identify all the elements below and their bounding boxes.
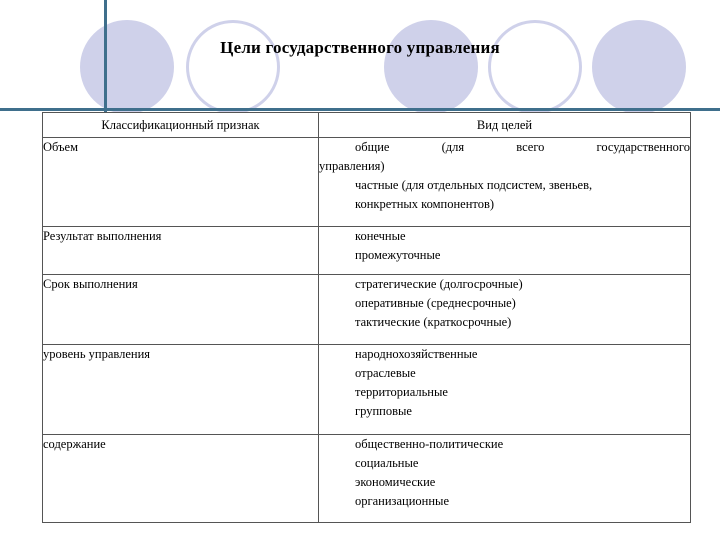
goal-kind-item: частные (для отдельных подсистем, звеньев,: [355, 178, 593, 192]
goal-kind-item: управления): [319, 159, 385, 173]
decorative-circle: [384, 20, 478, 114]
decorative-ring: [186, 20, 280, 114]
goal-kind-item: экономические: [355, 475, 436, 489]
table-row: [43, 227, 691, 275]
feature-cell: Срок выполнения: [43, 275, 319, 345]
goal-kind-item: общественно-политические: [355, 437, 504, 451]
page-title: Цели государственного управления: [220, 38, 500, 57]
column-header-kinds: Вид целей: [319, 113, 691, 138]
table-row: [43, 275, 691, 345]
decorative-circle: [80, 20, 174, 114]
kinds-cell: [319, 275, 691, 345]
goal-kind-item: оперативные (среднесрочные): [355, 296, 516, 310]
goal-kind-item: стратегические (долгосрочные): [355, 277, 523, 291]
goal-kind-item: промежуточные: [355, 248, 441, 262]
decorative-horizontal-line: [0, 108, 720, 111]
goal-kind-item: общие (для всего государственного: [355, 140, 690, 154]
table-header-row: [43, 113, 691, 138]
decorative-circle: [592, 20, 686, 114]
kinds-cell: [319, 435, 691, 523]
kinds-cell: [319, 138, 691, 227]
goal-kind-item: отраслевые: [355, 366, 416, 380]
goal-kind-item: конечные: [355, 229, 406, 243]
goal-kind-item: организационные: [355, 494, 449, 508]
table-row: [43, 345, 691, 435]
goal-kind-item: социальные: [355, 456, 419, 470]
table-body: [43, 138, 691, 523]
feature-cell: Результат выполнения: [43, 227, 319, 275]
feature-cell: содержание: [43, 435, 319, 523]
decorative-ring: [488, 20, 582, 114]
table-row: [43, 138, 691, 227]
table-row: [43, 435, 691, 523]
goal-kind-item: тактические (краткосрочные): [355, 315, 512, 329]
feature-cell: уровень управления: [43, 345, 319, 435]
feature-cell: Объем: [43, 138, 319, 227]
column-header-feature: Классификационный признак: [43, 113, 319, 138]
goal-kind-item: групповые: [355, 404, 412, 418]
kinds-cell: [319, 345, 691, 435]
goal-kind-item: территориальные: [355, 385, 448, 399]
kinds-cell: [319, 227, 691, 275]
goal-kind-item: конкретных компонентов): [355, 197, 495, 211]
goal-kind-item: народнохозяйственные: [355, 347, 478, 361]
goals-classification-table: [42, 112, 691, 523]
